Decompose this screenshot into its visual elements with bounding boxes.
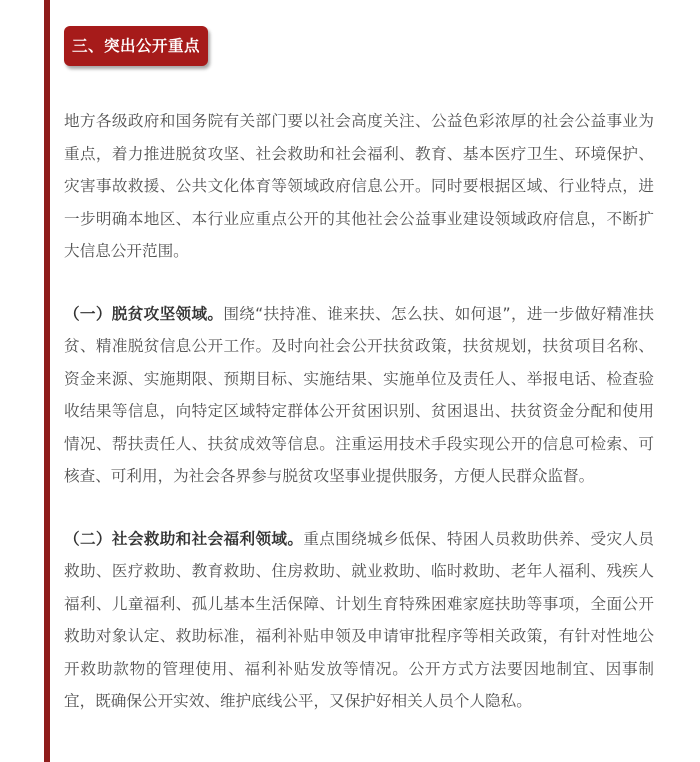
- welfare-paragraph-text: 重点围绕城乡低保、特困人员救助供养、受灾人员救助、医疗救助、教育救助、住房救助、就业救助、临时救助、老年人福利、残疾人福利、儿童福利、孤儿基本生活保障、计划生育特殊困难家庭扶助等事项，全面公开救助对象认定、救助标准，福利补贴申领及申请审批程序等相关政策，有针对性地公开救助款物的管理使用、福利补贴发放等情况。公开方式方法要因地制宜、因事制宜，既确保公开实效、维护底线公平，又保护好相关人员个人隐私。: [64, 529, 654, 710]
- intro-paragraph-text: 地方各级政府和国务院有关部门要以社会高度关注、公益色彩浓厚的社会公益事业为重点，着力推进脱贫攻坚、社会救助和社会福利、教育、基本医疗卫生、环境保护、灾害事故救援、公共文化体育等领域政府信息公开。同时要根据区域、行业特点，进一步明确本地区、本行业应重点公开的其他社会公益事业建设领域政府信息，不断扩大信息公开范围。: [64, 112, 654, 260]
- poverty-paragraph: [64, 298, 654, 493]
- welfare-paragraph-heading: （二）社会救助和社会福利领域。: [64, 529, 304, 548]
- section-title-badge: [64, 26, 208, 66]
- section-title: 三、突出公开重点: [71, 37, 200, 55]
- welfare-paragraph: [64, 523, 654, 718]
- poverty-paragraph-text: 围绕“扶持准、谁来扶、怎么扶、如何退”，进一步做好精准扶贫、精准脱贫信息公开工作。及时向社会公开扶贫政策，扶贫规划，扶贫项目名称、资金来源、实施期限、预期目标、实施结果、实施单位及责任人、举报电话、检查验收结果等信息，向特定区域特定群体公开贫困识别、贫困退出、扶贫资金分配和使用情况、帮扶责任人、扶贫成效等信息。注重运用技术手段实现公开的信息可检索、可核查、可利用，为社会各界参与脱贫攻坚事业提供服务，方便人民群众监督。: [64, 304, 654, 485]
- paragraph-spacer: [64, 493, 654, 523]
- left-accent-rule: [44, 0, 50, 762]
- poverty-paragraph-heading: （一）脱贫攻坚领域。: [64, 304, 224, 323]
- paragraph-spacer: [64, 268, 654, 298]
- article-body: [64, 105, 654, 718]
- intro-paragraph: [64, 105, 654, 268]
